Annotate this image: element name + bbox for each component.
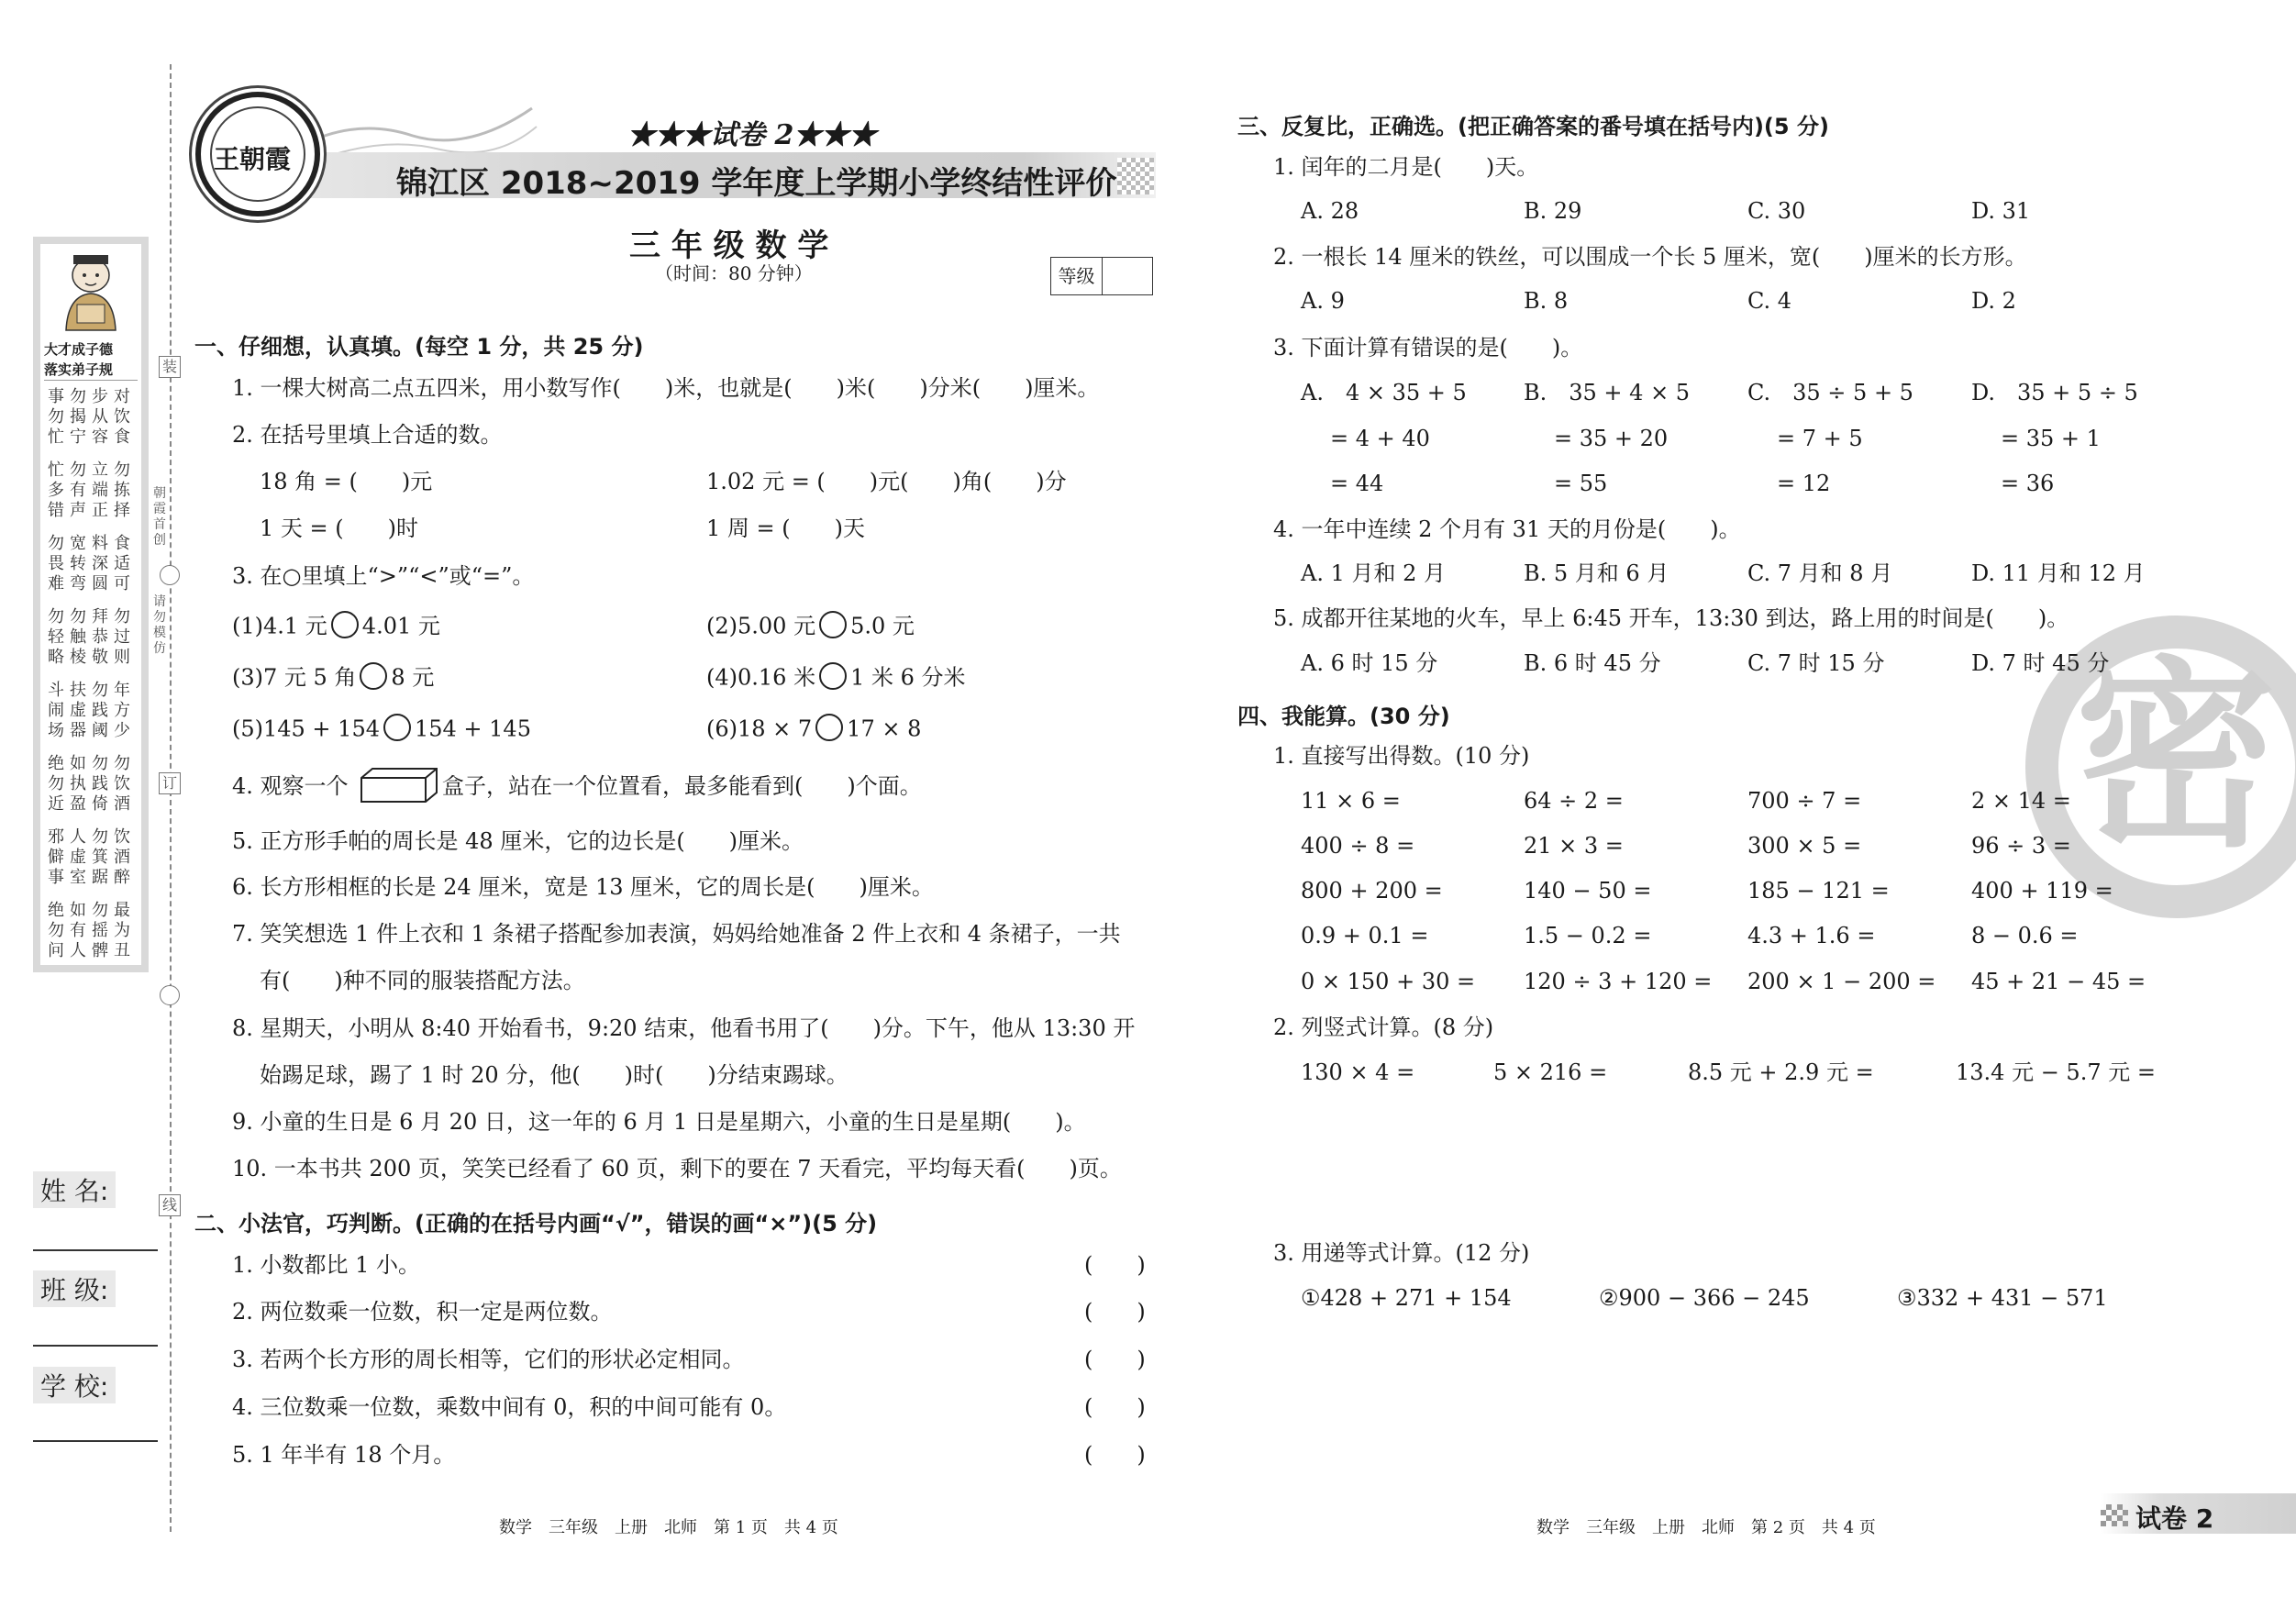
poem-divider xyxy=(44,380,138,381)
s1-q6: 6. 长方形相框的长是 24 厘米，宽是 13 厘米，它的周长是( )厘米。 xyxy=(232,874,934,900)
judge-answer-paren[interactable]: ( ) xyxy=(1084,1252,1146,1278)
choice-option[interactable]: D. 2 xyxy=(1971,288,2016,314)
choice-option[interactable]: A. 9 xyxy=(1301,288,1345,314)
s1-q7-line1: 7. 笑笑想选 1 件上衣和 1 条裙子搭配参加表演，妈妈给她准备 2 件上衣和 4 条裙子，一共 xyxy=(232,921,1121,947)
choice-option[interactable]: B. 29 xyxy=(1524,198,1582,224)
mental-math-item: 185 − 121 = xyxy=(1747,878,1890,904)
checker-decoration xyxy=(1117,158,1154,194)
footer-right: 数学 三年级 上册 北师 第 2 页 共 4 页 xyxy=(1536,1518,1876,1537)
vertical-calc-item: 130 × 4 = xyxy=(1301,1059,1415,1085)
step-calc-item: ②900 − 366 − 245 xyxy=(1599,1285,1810,1311)
choice-option[interactable]: A. 6 时 15 分 xyxy=(1301,650,1438,676)
s4-p2: 2. 列竖式计算。(8 分) xyxy=(1273,1015,1494,1040)
choice-option[interactable]: B. 5 月和 6 月 xyxy=(1524,560,1669,586)
poem-line: 勿揭从饮 xyxy=(48,407,136,427)
poem-line: 勿有摇为 xyxy=(48,921,136,940)
step-calc-item: ③332 + 431 − 571 xyxy=(1897,1285,2108,1311)
mental-math-item: 2 × 14 = xyxy=(1971,788,2071,814)
poem-line: 略棱敬则 xyxy=(48,648,136,667)
poem-line: 斗扶勿年 xyxy=(48,681,136,700)
scholar-figure-icon xyxy=(40,248,141,336)
judge-item: 2. 两位数乘一位数，积一定是两位数。 xyxy=(232,1299,613,1325)
choice-option[interactable]: A. 4 × 35 + 5 xyxy=(1301,380,1467,405)
fold-mark-1: 装 xyxy=(159,356,181,378)
section3-heading: 三、反复比，正确选。(把正确答案的番号填在括号内)(5 分) xyxy=(1237,114,1829,139)
footer-squares xyxy=(2101,1504,2128,1526)
mental-math-item: 400 ÷ 8 = xyxy=(1301,833,1415,859)
compare-3-right: 8 元 xyxy=(391,664,435,691)
binding-line xyxy=(170,64,172,1532)
school-underline xyxy=(33,1440,158,1442)
time-limit: （时间：80 分钟） xyxy=(655,262,813,284)
compare-5-circle[interactable] xyxy=(383,714,411,741)
choice-option[interactable]: C. 30 xyxy=(1747,198,1806,224)
s4-p1: 1. 直接写出得数。(10 分) xyxy=(1273,743,1530,769)
poem-line: 闹虚践方 xyxy=(48,701,136,720)
subject-title: 三 年 级 数 学 xyxy=(629,227,829,264)
logo-text: 王朝霞 xyxy=(214,144,292,174)
compare-5-right: 154 + 145 xyxy=(414,715,531,742)
poem-line: 事勿步对 xyxy=(48,387,136,406)
compare-6-circle[interactable] xyxy=(815,714,843,741)
motto-line-1: 大才成子德 xyxy=(44,341,114,358)
compare-6-left: (6)18 × 7 xyxy=(706,715,813,742)
compare-4-left: (4)0.16 米 xyxy=(706,664,816,691)
cuboid-box-icon xyxy=(360,767,438,804)
name-underline xyxy=(33,1249,158,1251)
calc-step: = 44 xyxy=(1330,471,1384,496)
mental-math-item: 200 × 1 − 200 = xyxy=(1747,969,1936,994)
mental-math-item: 800 + 200 = xyxy=(1301,878,1443,904)
poem-line: 场器阈少 xyxy=(48,721,136,740)
class-underline xyxy=(33,1345,158,1347)
judge-answer-paren[interactable]: ( ) xyxy=(1084,1394,1146,1420)
calc-step: = 35 + 1 xyxy=(2001,426,2101,451)
mental-math-item: 8 − 0.6 = xyxy=(1971,923,2079,948)
s1-q4-start: 4. 观察一个 xyxy=(232,773,349,799)
s1-q8-line2: 始踢足球，踢了 1 时 20 分，他( )时( )分结束踢球。 xyxy=(260,1062,849,1088)
choice-option[interactable]: D. 7 时 45 分 xyxy=(1971,650,2110,676)
calc-step: = 35 + 20 xyxy=(1554,426,1669,451)
compare-2 xyxy=(706,614,915,641)
s1-q2d: 1 周 = ( )天 xyxy=(706,516,865,541)
calc-step: = 7 + 5 xyxy=(1777,426,1863,451)
mental-math-item: 11 × 6 = xyxy=(1301,788,1401,814)
section2-heading: 二、小法官，巧判断。(正确的在括号内画“√”，错误的画“×”)(5 分) xyxy=(194,1211,878,1237)
watermark-glyph: 密 xyxy=(2075,639,2278,874)
s4-p3: 3. 用递等式计算。(12 分) xyxy=(1273,1240,1530,1266)
judge-item: 5. 1 年半有 18 个月。 xyxy=(232,1442,456,1468)
sidebar-panel xyxy=(33,237,149,972)
compare-5-left: (5)145 + 154 xyxy=(232,715,380,742)
grade-input[interactable] xyxy=(1103,258,1152,294)
compare-4-right: 1 米 6 分米 xyxy=(850,664,966,691)
compare-2-circle[interactable] xyxy=(819,611,847,638)
calc-step: = 55 xyxy=(1554,471,1608,496)
compare-2-left: (2)5.00 元 xyxy=(706,613,816,639)
poem-line: 近盈倚酒 xyxy=(48,794,136,814)
compare-4 xyxy=(706,665,966,693)
step-calc-item: ①428 + 271 + 154 xyxy=(1301,1285,1512,1311)
poem-line: 僻虚箕酒 xyxy=(48,848,136,867)
choice-option[interactable]: C. 4 xyxy=(1747,288,1792,314)
fold-mark-2: 订 xyxy=(159,772,181,794)
compare-1 xyxy=(232,614,440,641)
mental-math-item: 140 − 50 = xyxy=(1524,878,1652,904)
mental-math-item: 0.9 + 0.1 = xyxy=(1301,923,1429,948)
judge-answer-paren[interactable]: ( ) xyxy=(1084,1442,1146,1468)
s1-q8-line1: 8. 星期天，小明从 8:40 开始看书，9:20 结束，他看书用了( )分。下午，他从 13:30 开 xyxy=(232,1015,1136,1041)
exam-number: ★★★试卷 2★★★ xyxy=(627,119,877,151)
mental-math-item: 0 × 150 + 30 = xyxy=(1301,969,1476,994)
notice-text-1: 朝霞首创 xyxy=(153,486,166,548)
s1-q9: 9. 小童的生日是 6 月 20 日，这一年的 6 月 1 日是星期六，小童的生日是星期( )。 xyxy=(232,1109,1086,1135)
mental-math-item: 300 × 5 = xyxy=(1747,833,1862,859)
poem-line: 错声正择 xyxy=(48,501,136,520)
class-label: 班 级: xyxy=(33,1270,116,1307)
choice-option[interactable]: D. 11 月和 12 月 xyxy=(1971,560,2146,586)
choice-option[interactable]: B. 35 + 4 × 5 xyxy=(1524,380,1691,405)
compare-5 xyxy=(232,716,531,744)
choice-option[interactable]: B. 6 时 45 分 xyxy=(1524,650,1661,676)
name-label: 姓 名: xyxy=(33,1171,116,1208)
s1-q7-line2: 有( )种不同的服装搭配方法。 xyxy=(260,968,585,993)
s1-q2c: 1 天 = ( )时 xyxy=(260,516,418,541)
vertical-calc-item: 5 × 216 = xyxy=(1493,1059,1608,1085)
poem-line: 忙宁容食 xyxy=(48,427,136,447)
choice-option[interactable]: A. 1 月和 2 月 xyxy=(1301,560,1447,586)
s1-q4-end: 盒子，站在一个位置看，最多能看到( )个面。 xyxy=(442,773,922,799)
s1-q2b: 1.02 元 = ( )元( )角( )分 xyxy=(706,469,1067,494)
footer-tag: 试卷 2 xyxy=(2135,1503,2214,1534)
grade-box xyxy=(1050,257,1153,295)
mental-math-item: 4.3 + 1.6 = xyxy=(1747,923,1876,948)
s1-q1: 1. 一棵大树高二点五四米，用小数写作( )米，也就是( )米( )分米( )厘米。 xyxy=(232,375,1100,401)
judge-answer-paren[interactable]: ( ) xyxy=(1084,1299,1146,1325)
mental-math-item: 120 ÷ 3 + 120 = xyxy=(1524,969,1713,994)
s3-q4: 4. 一年中连续 2 个月有 31 天的月份是( )。 xyxy=(1273,516,1741,542)
compare-6-right: 17 × 8 xyxy=(847,715,922,742)
mental-math-item: 700 ÷ 7 = xyxy=(1747,788,1862,814)
section4-heading: 四、我能算。(30 分) xyxy=(1237,704,1450,729)
judge-item: 1. 小数都比 1 小。 xyxy=(232,1252,421,1278)
mental-math-item: 1.5 − 0.2 = xyxy=(1524,923,1652,948)
poem-line: 邪人勿饮 xyxy=(48,827,136,847)
poem-line: 勿勿拜勿 xyxy=(48,607,136,627)
calc-step: = 4 + 40 xyxy=(1330,426,1430,451)
mental-math-item: 64 ÷ 2 = xyxy=(1524,788,1624,814)
choice-option[interactable]: C. 35 ÷ 5 + 5 xyxy=(1747,380,1913,405)
vertical-calc-item: 13.4 元 − 5.7 元 = xyxy=(1956,1059,2156,1085)
poem-line: 绝如勿勿 xyxy=(48,754,136,773)
compare-2-right: 5.0 元 xyxy=(850,613,915,639)
choice-option[interactable]: B. 8 xyxy=(1524,288,1569,314)
mental-math-item: 45 + 21 − 45 = xyxy=(1971,969,2146,994)
s1-q2: 2. 在括号里填上合适的数。 xyxy=(232,422,503,448)
choice-option[interactable]: C. 7 时 15 分 xyxy=(1747,650,1885,676)
s1-q3: 3. 在○里填上“>”“<”或“=”。 xyxy=(232,563,535,589)
judge-item: 4. 三位数乘一位数，乘数中间有 0，积的中间可能有 0。 xyxy=(232,1394,787,1420)
s3-q3: 3. 下面计算有错误的是( )。 xyxy=(1273,335,1583,360)
exam-title: 锦江区 2018~2019 学年度上学期小学终结性评价 xyxy=(396,165,1117,202)
calc-step: = 12 xyxy=(1777,471,1831,496)
s3-q5: 5. 成都开往某地的火车，早上 6:45 开车，13:30 到达，路上用的时间是( )。 xyxy=(1273,605,2069,631)
judge-item: 3. 若两个长方形的周长相等，它们的形状必定相同。 xyxy=(232,1347,745,1372)
compare-6 xyxy=(706,716,921,744)
choice-option[interactable]: D. 35 + 5 ÷ 5 xyxy=(1971,380,2138,405)
s1-q5: 5. 正方形手帕的周长是 48 厘米，它的边长是( )厘米。 xyxy=(232,828,804,854)
choice-option[interactable]: A. 28 xyxy=(1301,198,1359,224)
notice-text-2: 请勿模仿 xyxy=(153,594,166,656)
compare-3-circle[interactable] xyxy=(360,662,387,690)
grade-label: 等级 xyxy=(1051,258,1103,294)
calc-step: = 36 xyxy=(2001,471,2055,496)
judge-answer-paren[interactable]: ( ) xyxy=(1084,1347,1146,1372)
margin-dot-1 xyxy=(160,565,180,585)
choice-option[interactable]: C. 7 月和 8 月 xyxy=(1747,560,1893,586)
compare-3-left: (3)7 元 5 角 xyxy=(232,664,357,691)
fold-mark-3: 线 xyxy=(159,1194,181,1216)
poem-line: 事室踞醉 xyxy=(48,868,136,887)
poem-line: 多有端拣 xyxy=(48,481,136,500)
mental-math-item: 21 × 3 = xyxy=(1524,833,1624,859)
school-label: 学 校: xyxy=(33,1367,116,1403)
compare-1-right: 4.01 元 xyxy=(361,613,440,639)
compare-3 xyxy=(232,665,434,693)
poem-line: 问人髀丑 xyxy=(48,941,136,960)
poem-line: 勿执践饮 xyxy=(48,774,136,793)
s1-q2a: 18 角 = ( )元 xyxy=(260,469,433,494)
mental-math-item: 400 + 119 = xyxy=(1971,878,2113,904)
compare-1-left: (1)4.1 元 xyxy=(232,613,327,639)
s3-q1: 1. 闰年的二月是( )天。 xyxy=(1273,154,1539,180)
poem-area xyxy=(46,383,138,960)
footer-left: 数学 三年级 上册 北师 第 1 页 共 4 页 xyxy=(499,1518,838,1537)
section1-heading: 一、仔细想，认真填。(每空 1 分，共 25 分) xyxy=(194,334,644,360)
margin-dot-2 xyxy=(160,985,180,1005)
logo-badge xyxy=(195,92,320,216)
motto-line-2: 落实弟子规 xyxy=(44,361,114,378)
s1-q10: 10. 一本书共 200 页，笑笑已经看了 60 页，剩下的要在 7 天看完，平均每天看( )页。 xyxy=(232,1156,1122,1181)
mental-math-item: 96 ÷ 3 = xyxy=(1971,833,2071,859)
poem-line: 忙勿立勿 xyxy=(48,460,136,480)
poem-line: 勿宽料食 xyxy=(48,534,136,553)
poem-line: 绝如勿最 xyxy=(48,901,136,920)
vertical-calc-item: 8.5 元 + 2.9 元 = xyxy=(1688,1059,1874,1085)
poem-line: 畏转深适 xyxy=(48,554,136,573)
s3-q2: 2. 一根长 14 厘米的铁丝，可以围成一个长 5 厘米，宽( )厘米的长方形。 xyxy=(1273,244,2027,270)
poem-line: 轻触恭过 xyxy=(48,627,136,647)
compare-4-circle[interactable] xyxy=(819,662,847,690)
choice-option[interactable]: D. 31 xyxy=(1971,198,2031,224)
compare-1-circle[interactable] xyxy=(331,611,359,638)
poem-line: 难弯圆可 xyxy=(48,574,136,593)
